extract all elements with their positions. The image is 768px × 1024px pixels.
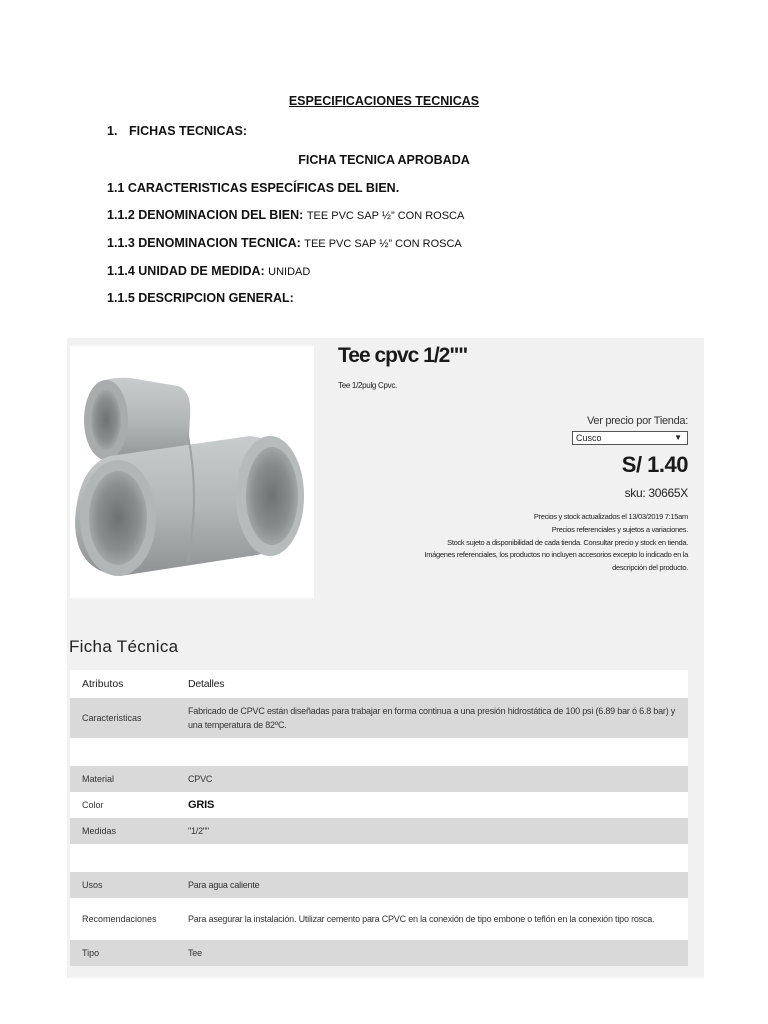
subsection-heading: 1.1 CARACTERISTICAS ESPECÍFICAS DEL BIEN. — [107, 181, 400, 195]
row-attr: Caracteristicas — [82, 713, 142, 723]
product-photo — [70, 346, 314, 598]
table-row — [70, 818, 688, 844]
section-number: 1. — [107, 124, 118, 138]
row-attr: Material — [82, 774, 115, 784]
row-det: Para asegurar la instalación. Utilizar cemento para CPVC en la conexión de tipo embone o teflón en la conexión tipo rosca. — [188, 914, 655, 924]
row-attr: Recomendaciones — [82, 914, 157, 924]
note-line: Precios referenciales y sujetos a variaciones. — [551, 524, 688, 534]
table-row — [70, 844, 688, 872]
store-selected-value: Cusco — [576, 433, 602, 443]
price-notes — [350, 511, 688, 575]
chevron-down-icon: ▼ — [674, 433, 682, 442]
row-det: "1/2"" — [188, 826, 209, 836]
spec-line-denominacion-tecnica — [107, 236, 462, 250]
product-price: S/ 1.40 — [621, 452, 688, 477]
note-line: descripción del producto. — [612, 563, 688, 573]
spec-table — [70, 670, 688, 966]
row-attr: Medidas — [82, 826, 117, 836]
note-line: Imágenes referenciales, los productos no incluyen accesorios excepto lo indicado en la — [424, 550, 688, 560]
product-title: Tee cpvc 1/2"" — [338, 344, 468, 367]
header-det: Detalles — [188, 678, 225, 690]
table-row — [70, 738, 688, 766]
row-attr: Tipo — [82, 948, 100, 958]
spec-line-descripcion — [107, 291, 294, 305]
note-line: Precios y stock actualizados el 13/03/2019 7:15am — [533, 512, 688, 521]
approved-heading: FICHA TECNICA APROBADA — [298, 153, 470, 167]
table-row — [70, 872, 688, 898]
product-sku: sku: 30665X — [624, 486, 688, 500]
row-attr: Usos — [82, 880, 103, 890]
store-select[interactable] — [572, 431, 688, 445]
row-det: GRIS — [188, 799, 215, 811]
header-attr: Atributos — [82, 678, 124, 690]
tee-fitting-image — [70, 346, 314, 598]
row-attr: Color — [82, 800, 104, 810]
spec-label: 1.1.4 UNIDAD DE MEDIDA: — [107, 264, 269, 278]
ficha-tecnica-title: Ficha Técnica — [69, 637, 179, 656]
note-line: Stock sujeto a disponibilidad de cada tienda. Consultar precio y stock en tienda. — [447, 537, 688, 547]
spec-value: TEE PVC SAP ½” CON ROSCA — [306, 210, 465, 222]
spec-line-denominacion-bien — [107, 208, 464, 222]
spec-label: 1.1.5 DESCRIPCION GENERAL: — [107, 291, 294, 305]
row-det: Para agua caliente — [188, 880, 260, 890]
spec-value: UNIDAD — [268, 266, 311, 278]
row-det: Tee — [188, 948, 202, 958]
spec-line-unidad — [107, 264, 310, 278]
spec-label: 1.1.2 DENOMINACION DEL BIEN: — [107, 208, 307, 222]
document-title: ESPECIFICACIONES TECNICAS — [288, 94, 480, 108]
spec-value: TEE PVC SAP ½” CON ROSCA — [304, 238, 462, 250]
store-price-label: Ver precio por Tienda: — [586, 415, 688, 427]
table-row — [70, 766, 688, 792]
product-subtitle: Tee 1/2pulg Cpvc. — [338, 381, 397, 390]
table-row — [70, 898, 688, 940]
table-row — [70, 940, 688, 966]
row-det: CPVC — [188, 774, 213, 784]
table-header-row — [70, 670, 688, 698]
section-heading — [107, 124, 247, 138]
table-row — [70, 792, 688, 818]
section-label: FICHAS TECNICAS: — [129, 124, 248, 138]
spec-label: 1.1.3 DENOMINACION TECNICA: — [107, 236, 305, 250]
table-row — [70, 698, 688, 738]
row-det: Fabricado de CPVC están diseñadas para trabajar en forma continua a una presión hidrostática de 100 psi (6.89 bar ó 6.8 bar) y una temperatura de 82ºC. — [188, 706, 676, 730]
